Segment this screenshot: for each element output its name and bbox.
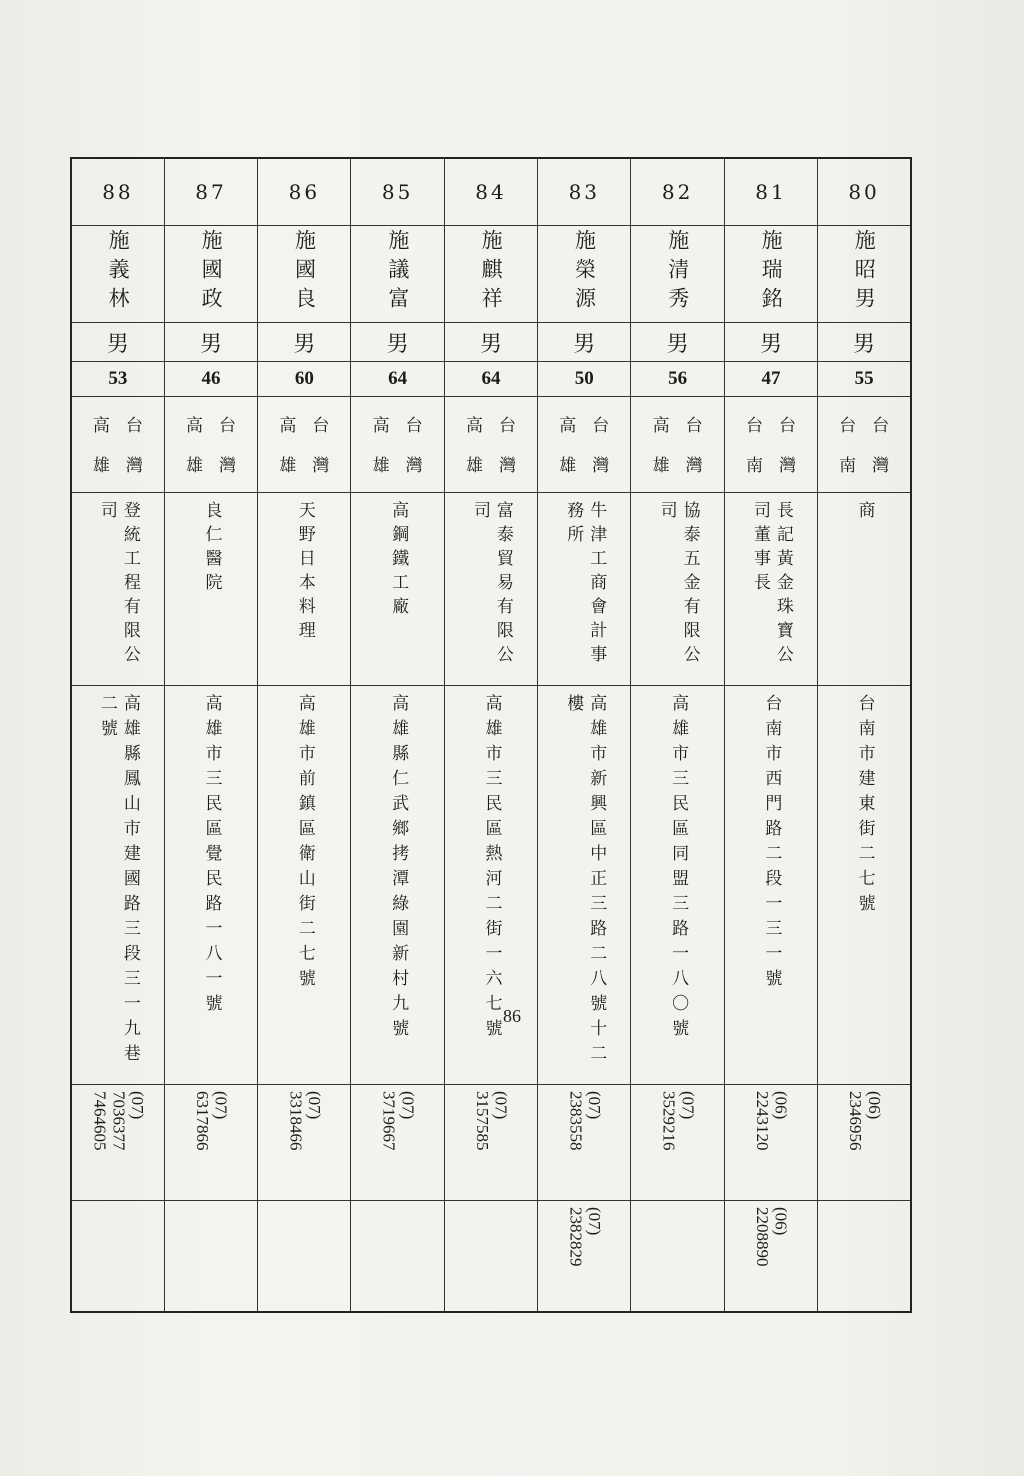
phone-lines <box>752 1091 789 1151</box>
birthplace-char: 雄 <box>279 455 297 476</box>
phone-line: (07) <box>211 1091 231 1120</box>
birthplace-grid <box>738 403 804 483</box>
birthplace-grid <box>645 403 711 483</box>
birthplace-char: 高 <box>185 415 203 436</box>
phone-lines <box>659 1091 696 1151</box>
row-phone-extra <box>71 1201 911 1313</box>
phone-line: (06) <box>771 1091 791 1120</box>
entry-name: 施榮源 <box>572 228 597 316</box>
entry-name-cell <box>351 226 444 323</box>
entry-phone-cell <box>71 1085 164 1201</box>
entry-age: 53 <box>108 368 128 389</box>
entry-birthplace-cell <box>164 397 257 493</box>
phone-line: 2243120 <box>752 1091 772 1151</box>
phone-line: (07) <box>584 1091 604 1120</box>
phone-line: 3529216 <box>659 1091 679 1151</box>
entry-age: 47 <box>761 368 781 389</box>
entry-phone-cell <box>724 1085 817 1201</box>
phone-line: (06) <box>864 1091 884 1120</box>
occupation-line: 登統工程有限公司 <box>96 501 140 669</box>
entry-sex-cell <box>538 323 631 362</box>
address-line: 高雄市三民區覺民路一八一號 <box>201 694 222 1019</box>
entry-name-cell <box>444 226 537 323</box>
address-line: 高雄縣鳳山市建國路三段三一九巷 <box>119 694 140 1069</box>
entry-name: 施昭男 <box>852 228 877 316</box>
birthplace-char: 雄 <box>92 455 110 476</box>
entry-age: 60 <box>294 368 314 389</box>
entry-age-cell <box>258 362 351 397</box>
birthplace-grid <box>178 403 244 483</box>
occupation-lines <box>853 501 876 681</box>
entry-phone-extra-cell <box>71 1201 164 1313</box>
entry-age: 55 <box>854 368 874 389</box>
occupation-lines <box>561 501 607 681</box>
entry-occupation-cell <box>631 493 724 686</box>
entry-sex: 男 <box>199 331 222 357</box>
entry-name-cell <box>538 226 631 323</box>
entry-sex: 男 <box>853 331 876 357</box>
occupation-lines <box>95 501 141 681</box>
entry-number: 82 <box>661 180 694 204</box>
birthplace-char: 台 <box>312 415 330 436</box>
birthplace-char: 雄 <box>465 455 483 476</box>
occupation-line: 董事長 <box>749 525 770 597</box>
birthplace-char: 灣 <box>592 455 610 476</box>
entry-occupation-cell <box>71 493 164 686</box>
birthplace-char: 台 <box>685 415 703 436</box>
occupation-line: 長記黃金珠寶公司 <box>749 501 793 669</box>
entry-age-cell <box>818 362 911 397</box>
birthplace-char: 南 <box>745 455 763 476</box>
address-line: 高雄縣仁武鄉拷潭綠園新村九號 <box>388 694 409 1044</box>
birthplace-char: 灣 <box>872 455 890 476</box>
birthplace-char: 台 <box>745 415 763 436</box>
birthplace-grid <box>365 403 431 483</box>
birthplace-char: 高 <box>652 415 670 436</box>
occupation-lines <box>200 501 223 681</box>
entry-occupation-cell <box>164 493 257 686</box>
birthplace-char: 高 <box>465 415 483 436</box>
row-age <box>71 362 911 397</box>
entry-phone-cell <box>538 1085 631 1201</box>
entry-occupation-cell <box>724 493 817 686</box>
entry-age-cell <box>724 362 817 397</box>
entry-age-cell <box>71 362 164 397</box>
entry-phone-extra-cell <box>724 1201 817 1313</box>
birthplace-char: 台 <box>405 415 423 436</box>
entry-age: 56 <box>668 368 688 389</box>
entry-name: 施清秀 <box>665 228 690 316</box>
entry-phone-cell <box>818 1085 911 1201</box>
entry-age: 64 <box>481 368 501 389</box>
birthplace-char: 南 <box>839 455 857 476</box>
phone-extra-lines <box>752 1207 789 1267</box>
entry-name-cell <box>258 226 351 323</box>
address-line: 台南市西門路二段一三一號 <box>761 694 782 994</box>
entry-sex: 男 <box>293 331 316 357</box>
entry-birthplace-cell <box>631 397 724 493</box>
occupation-line: 天野日本料理 <box>294 501 315 645</box>
birthplace-char: 台 <box>872 415 890 436</box>
row-birthplace <box>71 397 911 493</box>
birthplace-char: 台 <box>498 415 516 436</box>
birthplace-char: 高 <box>92 415 110 436</box>
entry-name-cell <box>818 226 911 323</box>
entry-birthplace-cell <box>538 397 631 493</box>
birthplace-char: 灣 <box>405 455 423 476</box>
entry-phone-cell <box>258 1085 351 1201</box>
occupation-lines <box>468 501 514 681</box>
entry-occupation-cell <box>258 493 351 686</box>
entry-birthplace-cell <box>724 397 817 493</box>
phone-lines <box>566 1091 603 1151</box>
phone-line: (07) <box>305 1091 324 1120</box>
entry-phone-extra-cell <box>631 1201 724 1313</box>
birthplace-char: 灣 <box>778 455 796 476</box>
entry-birthplace-cell <box>71 397 164 493</box>
entry-sex: 男 <box>573 331 596 357</box>
entry-occupation-cell <box>351 493 444 686</box>
entry-phone-extra-cell <box>164 1201 257 1313</box>
row-name <box>71 226 911 323</box>
entry-phone-extra-cell <box>818 1201 911 1313</box>
birthplace-grid <box>271 403 337 483</box>
occupation-line: 事務所 <box>563 501 607 669</box>
occupation-line: 商 <box>854 501 875 525</box>
entry-number-cell <box>818 158 911 226</box>
entry-number: 85 <box>381 180 414 204</box>
birthplace-char: 高 <box>559 415 577 436</box>
entry-birthplace-cell <box>444 397 537 493</box>
phone-line: (07) <box>398 1091 418 1120</box>
roster-table <box>70 157 912 1313</box>
entry-name: 施麒祥 <box>479 228 504 316</box>
phone-lines <box>286 1091 323 1151</box>
phone-lines <box>192 1091 229 1151</box>
entry-age-cell <box>351 362 444 397</box>
phone-line: 7036377 <box>109 1091 129 1151</box>
entry-name: 施義林 <box>106 228 131 316</box>
entry-age-cell <box>631 362 724 397</box>
phone-extra-line: (07) <box>584 1207 604 1236</box>
entry-birthplace-cell <box>351 397 444 493</box>
phone-line: 6317866 <box>192 1091 212 1151</box>
entry-phone-extra-cell <box>351 1201 444 1313</box>
phone-extra-line: 2208890 <box>752 1207 772 1267</box>
entry-age: 50 <box>574 368 594 389</box>
entry-sex-cell <box>724 323 817 362</box>
entry-phone-cell <box>351 1085 444 1201</box>
address-line: 二號 <box>96 694 117 744</box>
entry-phone-extra-cell <box>538 1201 631 1313</box>
address-line: 高雄市三民區同盟三路一八〇號 <box>668 694 689 1044</box>
phone-line: (07) <box>678 1091 698 1120</box>
entry-occupation-cell <box>818 493 911 686</box>
entry-number: 86 <box>288 180 321 204</box>
phone-lines <box>845 1091 882 1151</box>
phone-line: 3318466 <box>286 1091 306 1151</box>
birthplace-char: 台 <box>218 415 236 436</box>
occupation-lines <box>655 501 701 681</box>
entry-sex: 男 <box>479 331 502 357</box>
entry-phone-cell <box>164 1085 257 1201</box>
entry-name-cell <box>724 226 817 323</box>
birthplace-char: 灣 <box>125 455 143 476</box>
phone-extra-lines <box>566 1207 603 1267</box>
birthplace-char: 台 <box>125 415 143 436</box>
occupation-lines <box>293 501 316 681</box>
row-occupation <box>71 493 911 686</box>
address-line: 高雄市前鎮區衛山街二七號 <box>294 694 315 994</box>
entry-phone-extra-cell <box>444 1201 537 1313</box>
birthplace-char: 灣 <box>498 455 516 476</box>
entry-sex-cell <box>258 323 351 362</box>
entry-name-cell <box>71 226 164 323</box>
entry-name-cell <box>164 226 257 323</box>
phone-lines <box>90 1091 146 1151</box>
birthplace-grid <box>85 403 151 483</box>
entry-name: 施議富 <box>385 228 410 316</box>
entry-name: 施國良 <box>292 228 317 316</box>
phone-line: 7464605 <box>90 1091 110 1151</box>
phone-extra-line: (06) <box>771 1207 791 1236</box>
page-number: 86 <box>503 1006 521 1026</box>
entry-sex: 男 <box>106 331 129 357</box>
entry-birthplace-cell <box>818 397 911 493</box>
entry-phone-extra-cell <box>258 1201 351 1313</box>
entry-number-cell <box>631 158 724 226</box>
birthplace-char: 雄 <box>559 455 577 476</box>
entry-sex-cell <box>164 323 257 362</box>
entry-name: 施國政 <box>199 228 224 316</box>
entry-number-cell <box>258 158 351 226</box>
address-line: 高雄市三民區熱河二街一六七號 <box>481 694 502 1044</box>
birthplace-char: 台 <box>778 415 796 436</box>
entry-age-cell <box>538 362 631 397</box>
entry-phone-cell <box>631 1085 724 1201</box>
birthplace-char: 灣 <box>685 455 703 476</box>
entry-sex-cell <box>631 323 724 362</box>
entry-age: 64 <box>388 368 408 389</box>
birthplace-char: 雄 <box>652 455 670 476</box>
row-sex <box>71 323 911 362</box>
phone-line: 3719667 <box>379 1091 399 1151</box>
phone-line: (07) <box>127 1091 147 1120</box>
entry-occupation-cell <box>444 493 537 686</box>
entry-age-cell <box>444 362 537 397</box>
entry-number: 81 <box>755 180 787 204</box>
phone-line: 3157585 <box>472 1091 492 1151</box>
entry-number: 80 <box>848 180 880 204</box>
entry-number-cell <box>724 158 817 226</box>
entry-age: 46 <box>201 368 221 389</box>
entry-name: 施瑞銘 <box>759 228 784 316</box>
entry-number-cell <box>164 158 257 226</box>
phone-line: 2383558 <box>566 1091 586 1151</box>
entry-number: 88 <box>102 180 134 204</box>
occupation-line: 協泰五金有限公司 <box>656 501 700 669</box>
address-line: 台南市建東街二七號 <box>854 694 875 919</box>
entry-sex: 男 <box>386 331 409 357</box>
birthplace-grid <box>551 403 617 483</box>
entry-birthplace-cell <box>258 397 351 493</box>
birthplace-char: 灣 <box>312 455 330 476</box>
entry-name-cell <box>631 226 724 323</box>
birthplace-grid <box>831 403 897 483</box>
entry-sex: 男 <box>759 331 782 357</box>
phone-lines <box>472 1091 509 1151</box>
occupation-line: 高鋼鐵工廠 <box>388 501 409 621</box>
entry-phone-cell <box>444 1085 537 1201</box>
address-line: 高雄市新興區中正三路二八號十二樓 <box>563 694 607 1069</box>
phone-lines <box>379 1091 416 1151</box>
phone-line: (07) <box>491 1091 511 1120</box>
entry-sex-cell <box>444 323 537 362</box>
row-phone <box>71 1085 911 1201</box>
birthplace-char: 台 <box>592 415 610 436</box>
entry-number: 84 <box>475 180 507 204</box>
occupation-lines <box>748 501 794 681</box>
entry-number-cell <box>351 158 444 226</box>
entry-number-cell <box>71 158 164 226</box>
entry-sex: 男 <box>666 331 689 357</box>
phone-line: 2346956 <box>846 1091 866 1151</box>
birthplace-char: 灣 <box>218 455 236 476</box>
entry-sex-cell <box>818 323 911 362</box>
entry-sex-cell <box>71 323 164 362</box>
occupation-line: 良仁醫院 <box>201 501 222 597</box>
birthplace-char: 高 <box>279 415 297 436</box>
occupation-lines <box>386 501 409 681</box>
entry-number: 83 <box>568 180 601 204</box>
entry-occupation-cell <box>538 493 631 686</box>
occupation-line: 富泰貿易有限公司 <box>469 501 513 669</box>
entry-number: 87 <box>195 180 227 204</box>
entry-number-cell <box>444 158 537 226</box>
birthplace-char: 台 <box>839 415 857 436</box>
entry-age-cell <box>164 362 257 397</box>
birthplace-char: 雄 <box>185 455 203 476</box>
birthplace-char: 高 <box>372 415 390 436</box>
entry-sex-cell <box>351 323 444 362</box>
birthplace-char: 雄 <box>372 455 390 476</box>
phone-extra-line: 2382829 <box>566 1207 586 1267</box>
occupation-line: 牛津工商會計 <box>586 501 607 645</box>
row-number <box>71 158 911 226</box>
birthplace-grid <box>458 403 524 483</box>
entry-number-cell <box>538 158 631 226</box>
